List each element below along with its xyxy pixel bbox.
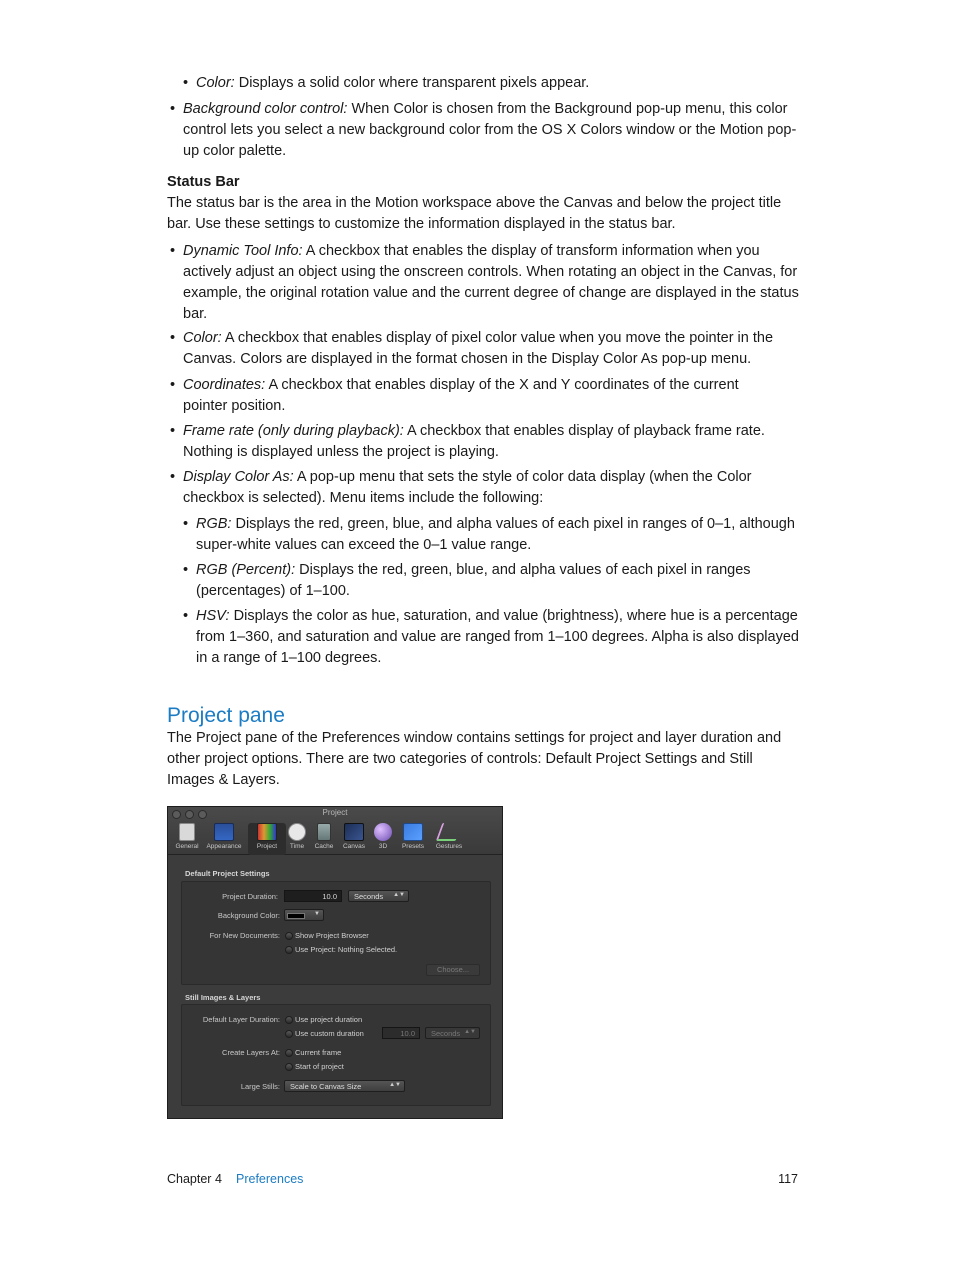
toolbar-cache[interactable]: Cache xyxy=(306,823,342,855)
start-of-project-radio[interactable] xyxy=(285,1063,293,1071)
toolbar-project[interactable]: Project xyxy=(248,823,286,855)
bullet-display-color-as: • Display Color As: A pop-up menu that sets the style of color data display (when the Color checkbox is selected). Menu items include the following: xyxy=(170,469,752,506)
toolbar-3d[interactable]: 3D xyxy=(365,823,401,855)
status-bar-heading: Status Bar xyxy=(167,174,240,190)
bullet-coordinates: • Coordinates: A checkbox that enables display of the X and Y coordinates of the current pointer position. xyxy=(170,377,739,414)
use-custom-duration-radio[interactable] xyxy=(285,1030,293,1038)
updown-arrows-icon: ▲▼ xyxy=(393,892,405,898)
current-frame-label: Current frame xyxy=(295,1048,342,1057)
project-pane-intro: The Project pane of the Preferences window contains settings for project and layer duration and other project options. There are two categories of controls: Default Project Settings and Still Images & Layers. xyxy=(167,730,782,788)
background-color-well[interactable] xyxy=(284,909,324,921)
toolbar-time[interactable]: Time xyxy=(279,823,315,855)
color-swatch xyxy=(287,913,305,919)
default-layer-duration-label: Default Layer Duration: xyxy=(202,1015,280,1024)
custom-duration-unit-popup[interactable]: Seconds ▲▼ xyxy=(425,1027,480,1039)
bullet-color: • Color: Displays a solid color where transparent pixels appear. xyxy=(183,75,590,91)
use-project-radio[interactable] xyxy=(285,946,293,954)
appearance-monitor-icon xyxy=(214,823,234,841)
project-duration-field[interactable]: 10.0 xyxy=(284,890,342,902)
footer-section-link[interactable]: Preferences xyxy=(236,1172,304,1186)
still-images-layers-title: Still Images & Layers xyxy=(185,993,261,1002)
new-documents-label: For New Documents: xyxy=(209,931,280,940)
bullet-dynamic-tool-info: • Dynamic Tool Info: A checkbox that enables the display of transform information when you actively adjust an object using the onscreen controls. When rotating an object in the Canvas, for example, the original rotation value and the current degree of change are displayed in the status bar. xyxy=(170,243,799,322)
use-custom-duration-label: Use custom duration xyxy=(295,1029,364,1038)
status-bar-intro: The status bar is the area in the Motion workspace above the Canvas and below the project title bar. Use these settings to customize the information displayed in the status bar. xyxy=(167,195,782,232)
general-switch-icon xyxy=(179,823,195,841)
toolbar-presets[interactable]: Presets xyxy=(395,823,431,855)
3d-sphere-icon xyxy=(374,823,392,841)
toolbar-general[interactable]: General xyxy=(169,823,205,855)
create-layers-at-label: Create Layers At: xyxy=(222,1048,280,1057)
chevron-down-icon: ▼ xyxy=(314,911,320,917)
choose-button[interactable]: Choose... xyxy=(426,964,480,976)
updown-arrows-icon: ▲▼ xyxy=(389,1082,401,1088)
bullet-color-checkbox: • Color: A checkbox that enables display of pixel color value when you move the pointer in the Canvas. Colors are displayed in the format chosen in the Display Color As pop-up menu. xyxy=(170,330,774,367)
page-number: 117 xyxy=(778,1172,798,1186)
subbullet-rgb: • RGB: Displays the red, green, blue, and alpha values of each pixel in ranges of 0–1, although super-white values can exceed the 0–1 value range. xyxy=(183,516,795,553)
project-duration-unit-popup[interactable]: Seconds ▲▼ xyxy=(348,890,409,902)
custom-duration-field[interactable]: 10.0 xyxy=(382,1027,420,1039)
subbullet-rgb-percent: • RGB (Percent): Displays the red, green, blue, and alpha values of each pixel in ranges (percentages) of 1–100. xyxy=(183,562,751,599)
updown-arrows-icon: ▲▼ xyxy=(464,1029,476,1035)
bullet-frame-rate: • Frame rate (only during playback): A checkbox that enables display of playback frame rate. Nothing is displayed unless the project is playing. xyxy=(170,423,765,460)
project-clapper-icon xyxy=(257,823,277,841)
canvas-icon xyxy=(344,823,364,841)
footer-chapter: Chapter 4 xyxy=(167,1172,222,1186)
show-project-browser-radio[interactable] xyxy=(285,932,293,940)
gestures-pen-icon xyxy=(436,823,463,841)
toolbar-canvas[interactable]: Canvas xyxy=(336,823,372,855)
presets-arrows-icon xyxy=(403,823,423,841)
large-stills-label: Large Stills: xyxy=(240,1082,280,1091)
background-color-label: Background Color: xyxy=(217,911,280,920)
bullet-background-color-control: • Background color control: When Color is chosen from the Background pop-up menu, this color control lets you select a new background color from the OS X Colors window or the Motion pop-up color palette. xyxy=(170,101,797,159)
large-stills-popup[interactable]: Scale to Canvas Size ▲▼ xyxy=(284,1080,405,1092)
project-duration-label: Project Duration: xyxy=(222,892,278,901)
use-project-label: Use Project: Nothing Selected. xyxy=(295,945,398,954)
stopwatch-icon xyxy=(288,823,306,841)
preferences-window-screenshot xyxy=(167,806,503,1119)
start-of-project-label: Start of project xyxy=(295,1062,344,1071)
show-project-browser-label: Show Project Browser xyxy=(295,931,369,940)
window-titlebar xyxy=(168,807,502,855)
toolbar-appearance[interactable]: Appearance xyxy=(206,823,242,855)
default-project-settings-title: Default Project Settings xyxy=(185,869,270,878)
toolbar-gestures[interactable]: Gestures xyxy=(431,823,467,855)
project-pane-title: Project pane xyxy=(167,704,285,727)
window-title: Project xyxy=(322,808,348,817)
use-project-duration-label: Use project duration xyxy=(295,1015,363,1024)
use-project-duration-radio[interactable] xyxy=(285,1016,293,1024)
current-frame-radio[interactable] xyxy=(285,1049,293,1057)
cache-disk-icon xyxy=(317,823,331,841)
subbullet-hsv: • HSV: Displays the color as hue, saturation, and value (brightness), where hue is a percentage from 1–360, and saturation and value are ranged from 1–100 degrees. Alpha is also displayed in a range of 1–100 degrees. xyxy=(183,608,799,666)
